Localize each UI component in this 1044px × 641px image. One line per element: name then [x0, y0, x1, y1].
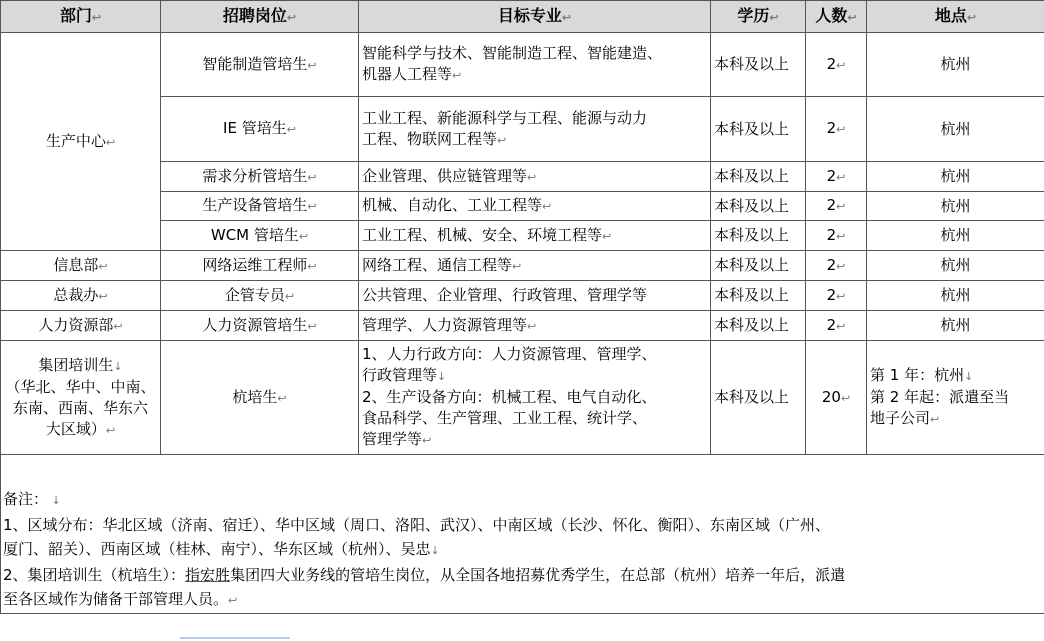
- position-cell: WCM 管培生↩: [161, 221, 359, 251]
- count-cell: 2↩: [806, 97, 867, 162]
- dept-cell: 人力资源部↩: [1, 311, 161, 341]
- header-major: 目标专业↩: [359, 1, 711, 33]
- location-cell: 杭州: [867, 311, 1044, 341]
- location-cell: 杭州: [867, 162, 1044, 192]
- major-cell: 公共管理、企业管理、行政管理、管理学等: [359, 281, 711, 311]
- edu-cell: 本科及以上: [711, 33, 806, 97]
- header-location: 地点↩: [867, 1, 1044, 33]
- major-cell: 机械、自动化、工业工程等↩: [359, 192, 711, 221]
- location-cell: 第 1 年：杭州↓ 第 2 年起：派遣至当 地子公司↩: [867, 341, 1044, 455]
- notes-line-1: 1、区域分布：华北区域（济南、宿迁）、华中区域（周口、洛阳、武汉）、中南区域（长沙、怀化、衡阳）、东南区域（广州、: [3, 516, 831, 534]
- dept-cell: 生产中心↩: [1, 33, 161, 251]
- location-cell: 杭州: [867, 97, 1044, 162]
- position-cell: 人力资源管培生↩: [161, 311, 359, 341]
- major-cell: 智能科学与技术、智能制造工程、智能建造、 机器人工程等↩: [359, 33, 711, 97]
- edu-cell: 本科及以上: [711, 221, 806, 251]
- position-cell: 杭培生↩: [161, 341, 359, 455]
- edu-cell: 本科及以上: [711, 192, 806, 221]
- major-cell: 网络工程、通信工程等↩: [359, 251, 711, 281]
- count-cell: 2↩: [806, 162, 867, 192]
- notes-line-4: 至各区域作为储备干部管理人员。↩: [3, 590, 238, 608]
- edu-cell: 本科及以上: [711, 311, 806, 341]
- notes-title: 备注： ↓: [3, 490, 61, 508]
- edu-cell: 本科及以上: [711, 251, 806, 281]
- dept-cell: 总裁办↩: [1, 281, 161, 311]
- edu-cell: 本科及以上: [711, 281, 806, 311]
- count-cell: 2↩: [806, 311, 867, 341]
- page-edge-marker: [180, 637, 290, 639]
- notes-row: [1, 455, 1044, 614]
- count-cell: 2↩: [806, 221, 867, 251]
- location-cell: 杭州: [867, 251, 1044, 281]
- location-cell: 杭州: [867, 192, 1044, 221]
- header-count: 人数↩: [806, 1, 867, 33]
- position-cell: 智能制造管培生↩: [161, 33, 359, 97]
- header-dept: 部门↩: [1, 1, 161, 33]
- location-cell: 杭州: [867, 281, 1044, 311]
- count-cell: 2↩: [806, 281, 867, 311]
- table-row: [1, 281, 1044, 311]
- location-cell: 杭州: [867, 33, 1044, 97]
- dept-cell: 集团培训生↓ （华北、华中、中南、 东南、西南、华东六 大区域）↩: [1, 341, 161, 455]
- dept-cell: 信息部↩: [1, 251, 161, 281]
- table-row: [1, 33, 1044, 97]
- edu-cell: 本科及以上: [711, 162, 806, 192]
- notes-cell: [1, 455, 1044, 614]
- major-cell: 企业管理、供应链管理等↩: [359, 162, 711, 192]
- major-cell: 工业工程、新能源科学与工程、能源与动力 工程、物联网工程等↩: [359, 97, 711, 162]
- table-row: [1, 251, 1044, 281]
- notes-line-2: 厦门、韶关）、西南区域（桂林、南宁）、华东区域（杭州）、吴忠↓: [3, 540, 440, 558]
- edu-cell: 本科及以上: [711, 97, 806, 162]
- count-cell: 2↩: [806, 192, 867, 221]
- table-row: [1, 341, 1044, 455]
- position-cell: 需求分析管培生↩: [161, 162, 359, 192]
- major-cell: 管理学、人力资源管理等↩: [359, 311, 711, 341]
- count-cell: 2↩: [806, 251, 867, 281]
- major-cell: 1、人力行政方向：人力资源管理、管理学、 行政管理等↓ 2、生产设备方向：机械工程、电气自动化、 食品科学、生产管理、工业工程、统计学、 管理学等↩: [359, 341, 711, 455]
- table-row: [1, 311, 1044, 341]
- position-cell: IE 管培生↩: [161, 97, 359, 162]
- major-cell: 工业工程、机械、安全、环境工程等↩: [359, 221, 711, 251]
- location-cell: 杭州: [867, 221, 1044, 251]
- notes-line-3: 2、集团培训生（杭培生）：指宏胜集团四大业务线的管培生岗位，从全国各地招募优秀学生，在总部（杭州）培养一年后，派遣: [3, 566, 846, 584]
- position-cell: 网络运维工程师↩: [161, 251, 359, 281]
- position-cell: 生产设备管培生↩: [161, 192, 359, 221]
- count-cell: 2↩: [806, 33, 867, 97]
- header-position: 招聘岗位↩: [161, 1, 359, 33]
- header-edu: 学历↩: [711, 1, 806, 33]
- position-cell: 企管专员↩: [161, 281, 359, 311]
- header-row: [1, 1, 1044, 33]
- count-cell: 20↩: [806, 341, 867, 455]
- edu-cell: 本科及以上: [711, 341, 806, 455]
